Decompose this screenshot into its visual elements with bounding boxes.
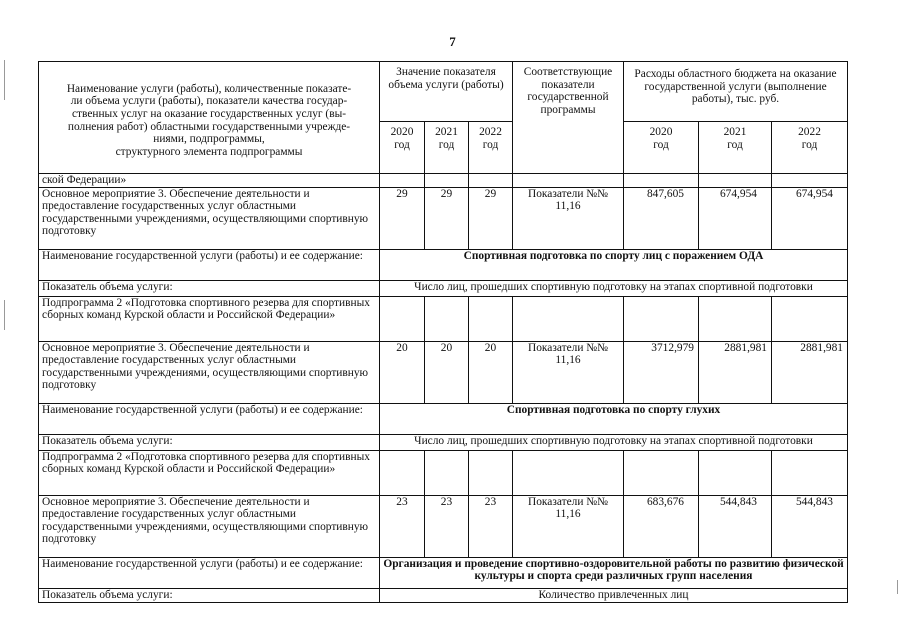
expense-cell: 2881,981: [699, 341, 772, 403]
indicator-cell: Показатели №№ 11,16: [513, 187, 624, 249]
value-cell: 20: [425, 341, 469, 403]
service-name: Организация и проведение спортивно-оздоровительной работы по развитию физической культуры и спорта среди различных групп населения: [380, 557, 848, 588]
header-expenses-col: Расходы областного бюджета на оказание государственной услуги (выполнение работы), тыс. руб.: [624, 62, 848, 122]
header-value-col: Значение показателя объема услуги (работы): [380, 62, 513, 122]
row-name: Подпрограмма 2 «Подготовка спортивного резерва для спортивных сборных команд Курской области и Российской Федерации»: [39, 296, 380, 341]
header-name-line: полнения работ) областными государственными учрежде-: [67, 120, 351, 133]
scan-edge-mark: [897, 580, 898, 594]
expense-cell: 674,954: [772, 187, 848, 249]
service-table: [38, 61, 848, 603]
row-name: Показатель объема услуги:: [39, 588, 380, 602]
row-name: Показатель объема услуги:: [39, 280, 380, 296]
table-row: [39, 434, 848, 450]
header-name-line: ниями, подпрограммы,: [153, 133, 265, 146]
row-name: Основное мероприятие 3. Обеспечение деятельности и предоставление государственных услуг областными государственными учреждениями, осуществляющими спортивную подготовку: [39, 187, 380, 249]
year-cell: 2021 год: [425, 122, 469, 174]
row-name: Наименование государственной услуги (работы) и ее содержание:: [39, 557, 380, 588]
row-name: Подпрограмма 2 «Подготовка спортивного резерва для спортивных сборных команд Курской области и Российской Федерации»: [39, 450, 380, 495]
header-name-line: ли объема услуги (работы), показатели качества государ-: [70, 95, 348, 108]
table-row: [39, 341, 848, 403]
table-row: [39, 588, 848, 602]
table-row: [39, 174, 848, 188]
indicator-cell: Показатели №№ 11,16: [513, 341, 624, 403]
value-cell: 29: [380, 187, 425, 249]
expense-cell: 2881,981: [772, 341, 848, 403]
table-row: [39, 296, 848, 341]
service-name: Спортивная подготовка по спорту глухих: [380, 403, 848, 434]
expense-cell: 847,605: [624, 187, 699, 249]
value-cell: 20: [380, 341, 425, 403]
header-row: [39, 62, 848, 122]
year-cell: 2021 год: [699, 122, 772, 174]
year-cell: 2022 год: [469, 122, 513, 174]
header-name-line: структурного элемента подпрограммы: [115, 145, 303, 158]
year-cell: 2020 год: [380, 122, 425, 174]
value-cell: 23: [469, 495, 513, 557]
table-row: [39, 557, 848, 588]
page-number: 7: [449, 34, 456, 49]
scan-edge-mark: [4, 60, 5, 100]
header-state-program-col: Соответствующие показатели государственной программы: [513, 62, 624, 174]
table-row: [39, 403, 848, 434]
header-name-col: [39, 62, 380, 174]
expense-cell: 674,954: [699, 187, 772, 249]
table-row: [39, 187, 848, 249]
row-name: Показатель объема услуги:: [39, 434, 380, 450]
header-name-line: ственных услуг на оказание государственных услуг (вы-: [71, 107, 347, 120]
scan-edge-mark: [4, 300, 5, 330]
service-name: Спортивная подготовка по спорту лиц с поражением ОДА: [380, 249, 848, 280]
table-row: [39, 450, 848, 495]
expense-cell: 544,843: [699, 495, 772, 557]
value-cell: 29: [469, 187, 513, 249]
row-name: ской Федерации»: [39, 174, 380, 188]
year-cell: 2022 год: [772, 122, 848, 174]
table-row: [39, 495, 848, 557]
indicator-name: Число лиц, прошедших спортивную подготовку на этапах спортивной подготовки: [380, 280, 848, 296]
table-row: [39, 249, 848, 280]
row-name: Наименование государственной услуги (работы) и ее содержание:: [39, 249, 380, 280]
table-row: [39, 280, 848, 296]
value-cell: 29: [425, 187, 469, 249]
indicator-name: Количество привлеченных лиц: [380, 588, 848, 602]
value-cell: 20: [469, 341, 513, 403]
value-cell: 23: [425, 495, 469, 557]
expense-cell: 544,843: [772, 495, 848, 557]
row-name: Основное мероприятие 3. Обеспечение деятельности и предоставление государственных услуг областными государственными учреждениями, осуществляющими спортивную подготовку: [39, 341, 380, 403]
row-name: Основное мероприятие 3. Обеспечение деятельности и предоставление государственных услуг областными государственными учреждениями, осуществляющими спортивную подготовку: [39, 495, 380, 557]
row-name: Наименование государственной услуги (работы) и ее содержание:: [39, 403, 380, 434]
indicator-name: Число лиц, прошедших спортивную подготовку на этапах спортивной подготовки: [380, 434, 848, 450]
indicator-cell: Показатели №№ 11,16: [513, 495, 624, 557]
header-name-line: Наименование услуги (работы), количественные показате-: [66, 82, 352, 95]
value-cell: 23: [380, 495, 425, 557]
expense-cell: 3712,979: [624, 341, 699, 403]
expense-cell: 683,676: [624, 495, 699, 557]
year-cell: 2020 год: [624, 122, 699, 174]
